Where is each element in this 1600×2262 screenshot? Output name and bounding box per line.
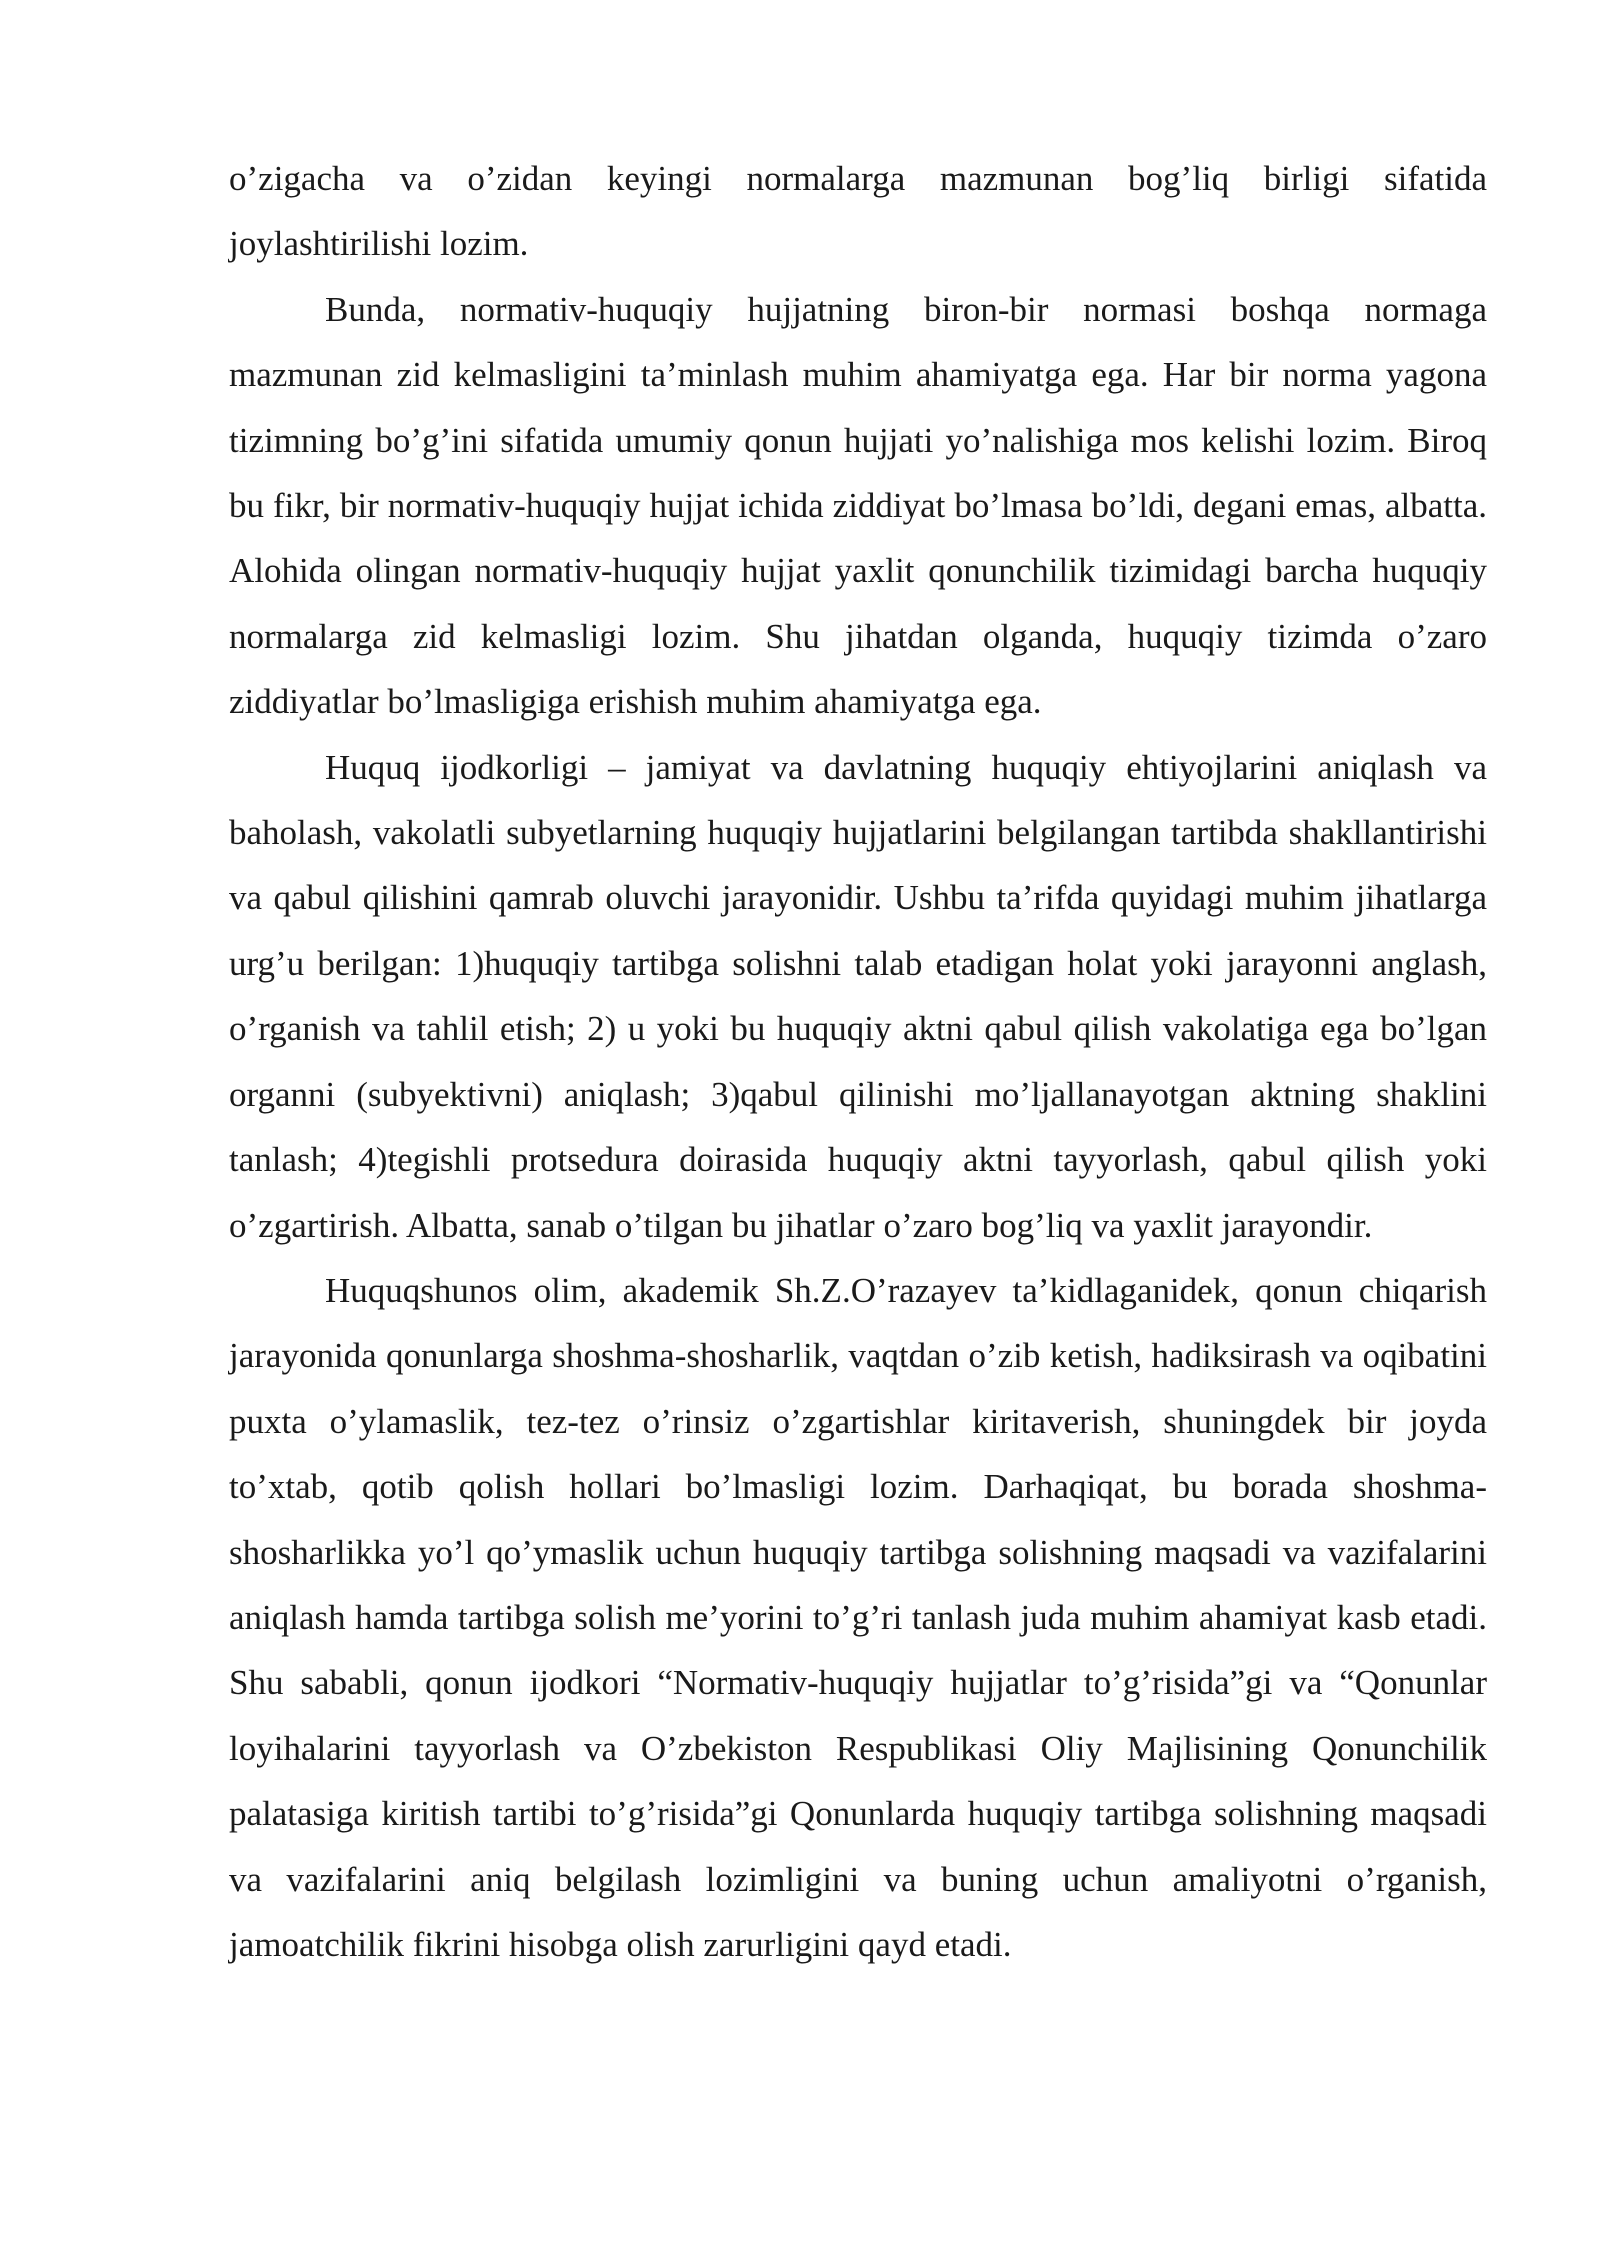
paragraph-academic-opinion: Huquqshunos olim, akademik Sh.Z.O’razayev ta’kidlaganidek, qonun chiqarish jarayonida qonunlarga shoshma-shosharlik, vaqtdan o’zib ketish, hadiksirash va oqibatini puxta o’ylamaslik, tez-tez o’rinsiz o’zgartishlar kiritaverish, shuningdek bir joyda to’xtab, qotib qolish hollari bo’lmasligi lozim. Darhaqiqat, bu borada shoshma-shosharlikka yo’l qo’ymaslik uchun huquqiy tartibga solishning maqsadi va vazifalarini aniqlash hamda tartibga solish me’yorini to’g’ri tanlash juda muhim ahamiyat kasb etadi. Shu sababli, qonun ijodkori “Normativ-huquqiy hujjatlar to’g’risida”gi va “Qonunlar loyihalarini tayyorlash va O’zbekiston Respublikasi Oliy Majlisining Qonunchilik palatasiga kiritish tartibi to’g’risida”gi Qonunlarda huquqiy tartibga solishning maqsadi va vazifalarini aniq belgilash lozimligini va buning uchun amaliyotni o’rganish, jamoatchilik fikrini hisobga olish zarurligini qayd etadi. [229, 1270, 1487, 1964]
paragraph-continuation: o’zigacha va o’zidan keyingi normalarga mazmunan bog’liq birligi sifatida joylashtirilishi lozim. [229, 159, 1487, 264]
paragraph-lawmaking-definition: Huquq ijodkorligi – jamiyat va davlatning huquqiy ehtiyojlarini aniqlash va baholash, vakolatli subyetlarning huquqiy hujjatlarini belgilangan tartibda shakllantirishi va qabul qilishini qamrab oluvchi jarayonidir. Ushbu ta’rifda quyidagi muhim jihatlarga urg’u berilgan: 1)huquqiy tartibga solishni talab etadigan holat yoki jarayonni anglash, o’rganish va tahlil etish; 2) u yoki bu huquqiy aktni qabul qilish vakolatiga ega bo’lgan organni (subyektivni) aniqlash; 3)qabul qilinishi mo’ljallanayotgan aktning shaklini tanlash; 4)tegishli protsedura doirasida huquqiy aktni tayyorlash, qabul qilish yoki o’zgartirish. Albatta, sanab o’tilgan bu jihatlar o’zaro bog’liq va yaxlit jarayondir. [229, 747, 1487, 1245]
paragraph-contradiction: Bunda, normativ-huquqiy hujjatning biron-bir normasi boshqa normaga mazmunan zid kelmasligini ta’minlash muhim ahamiyatga ega. Har bir norma yagona tizimning bo’g’ini sifatida umumiy qonun hujjati yo’nalishiga mos kelishi lozim. Biroq bu fikr, bir normativ-huquqiy hujjat ichida ziddiyat bo’lmasa bo’ldi, degani emas, albatta. Alohida olingan normativ-huquqiy hujjat yaxlit qonunchilik tizimidagi barcha huquqiy normalarga zid kelmasligi lozim. Shu jihatdan olganda, huquqiy tizimda o’zaro ziddiyatlar bo’lmasligiga erishish muhim ahamiyatga ega. [229, 289, 1487, 722]
document-page [229, 146, 1487, 1977]
